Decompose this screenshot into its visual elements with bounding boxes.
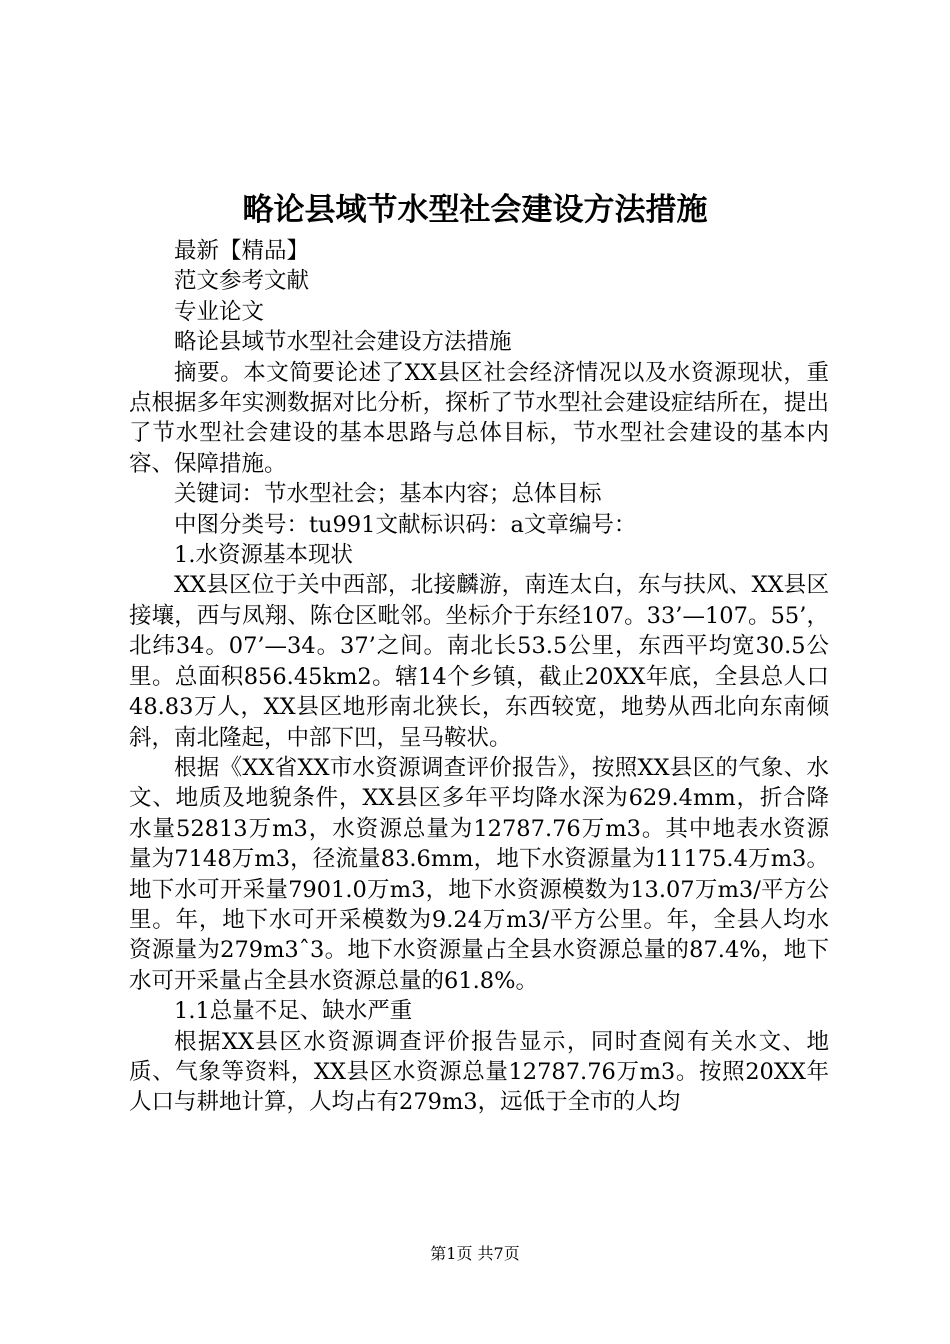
paragraph-location: XX县区位于关中西部，北接麟游，南连太白，东与扶风、XX县区接壤，西与凤翔、陈仓区毗邻。坐标介于东经107。33’—107。55’，北纬34。07’—34。37’之间。南北长53.5公里，东西平均宽30.5公里。总面积856.45km2。辖14个乡镇，截止20XX年底，全县总人口48.83万人，XX县区地形南北狭长，东西较宽，地势从西北向东南倾斜，南北隆起，中部下凹，呈马鞍状。	[129, 572, 829, 751]
paragraph-tag-professional: 专业论文	[174, 298, 265, 325]
document-title: 略论县域节水型社会建设方法措施	[242, 192, 708, 228]
paragraph-tag-reference: 范文参考文献	[174, 268, 310, 295]
section-heading-1: 1.水资源基本现状	[174, 542, 353, 569]
paragraph-abstract: 摘要。本文简要论述了XX县区社会经济情况以及水资源现状，重点根据多年实测数据对比分析，探析了节水型社会建设症结所在，提出了节水型社会建设的基本思路与总体目标，节水型社会建设的基本内容、保障措施。	[129, 359, 829, 477]
paragraph-shortage: 根据XX县区水资源调查评价报告显示，同时查阅有关水文、地质、气象等资料，XX县区水资源总量12787.76万m3。按照20XX年人口与耕地计算，人均占有279m3，远低于全市的人均	[129, 1028, 829, 1116]
paragraph-water-resources: 根据《XX省XX市水资源调查评价报告》，按照XX县区的气象、水文、地质及地貌条件，XX县区多年平均降水深为629.4mm，折合降水量52813万m3，水资源总量为12787.76万m3。其中地表水资源量为7148万m3，径流量83.6mm，地下水资源量为11175.4万m3。地下水可开采量7901.0万m3，地下水资源模数为13.07万m3/平方公里。年，地下水可开采模数为9.24万m3/平方公里。年，全县人均水资源量为279m3ˆ3。地下水资源量占全县水资源总量的87.4%，地下水可开采量占全县水资源总量的61.8%。	[129, 754, 829, 994]
paragraph-classification: 中图分类号：tu991文献标识码：a文章编号：	[174, 511, 637, 538]
paragraph-subtitle: 略论县域节水型社会建设方法措施	[174, 329, 512, 356]
document-body	[129, 236, 829, 1118]
paragraph-keywords: 关键词：节水型社会；基本内容；总体目标	[174, 481, 602, 508]
paragraph-tag-latest: 最新【精品】	[174, 238, 310, 264]
page-footer: 第1页 共7页	[430, 1244, 520, 1263]
section-heading-1-1: 1.1总量不足、缺水严重	[174, 998, 413, 1025]
